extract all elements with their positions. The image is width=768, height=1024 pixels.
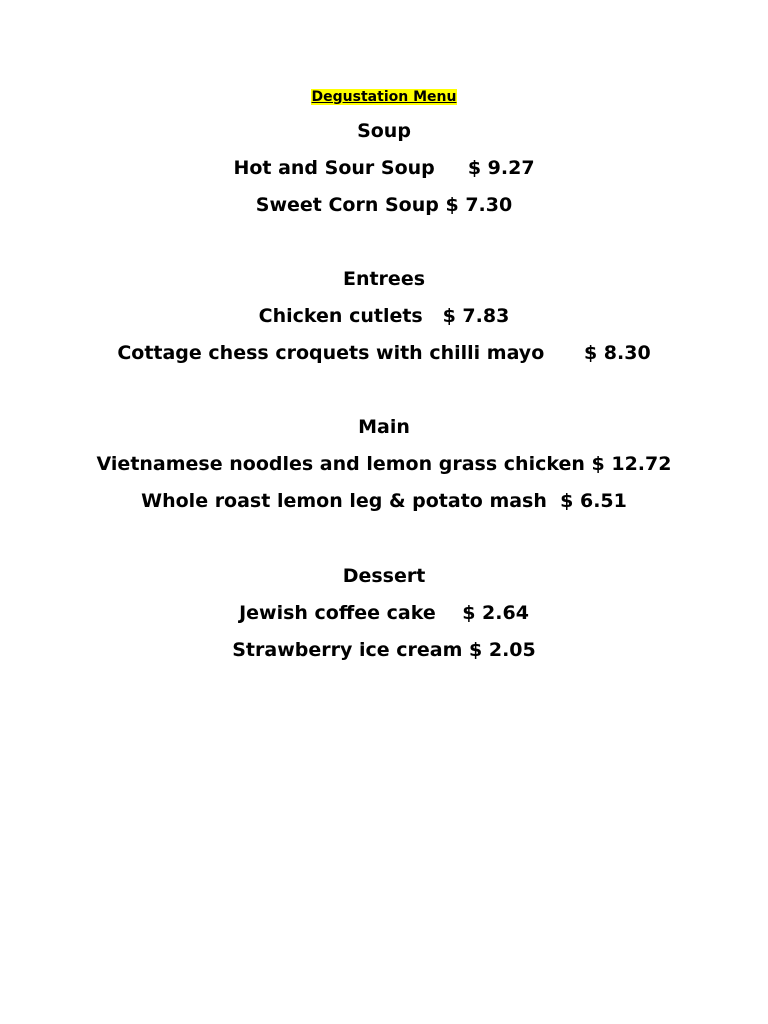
menu-item-name: Hot and Sour Soup	[233, 157, 435, 179]
menu-item-name: Sweet Corn Soup	[255, 194, 439, 216]
menu-item	[0, 600, 768, 626]
menu-item-price: $ 2.05	[469, 639, 536, 661]
menu-item	[0, 303, 768, 329]
menu-item	[0, 637, 768, 663]
menu-item-price: $ 12.72	[591, 453, 672, 475]
menu-item-price: $ 7.83	[442, 305, 510, 327]
menu-item-name: Cottage chess croquets with chilli mayo	[117, 342, 545, 364]
menu-item	[0, 155, 768, 181]
menu-item-price: $ 2.64	[462, 602, 529, 624]
menu-item-price: $ 6.51	[560, 490, 627, 512]
menu-title-text: Degustation Menu	[311, 89, 457, 105]
section-heading-main: Main	[358, 416, 410, 438]
section-heading-soup: Soup	[357, 120, 411, 142]
menu-item	[0, 192, 768, 218]
menu-title	[0, 87, 768, 107]
menu-item-name: Chicken cutlets	[258, 305, 423, 327]
menu-item-name: Vietnamese noodles and lemon grass chicken	[96, 453, 585, 475]
menu-item-name: Whole roast lemon leg & potato mash	[141, 490, 547, 512]
menu-item	[0, 340, 768, 366]
menu-item-name: Strawberry ice cream	[232, 639, 463, 661]
menu-item-price: $ 9.27	[467, 157, 535, 179]
menu-item	[0, 488, 768, 514]
menu-item-name: Jewish coffee cake	[239, 602, 436, 624]
menu-item	[0, 451, 768, 477]
menu-item-price: $ 8.30	[583, 342, 651, 364]
section-heading-dessert: Dessert	[342, 565, 426, 587]
section-heading-entrees: Entrees	[342, 268, 426, 290]
menu-item-price: $ 7.30	[445, 194, 513, 216]
